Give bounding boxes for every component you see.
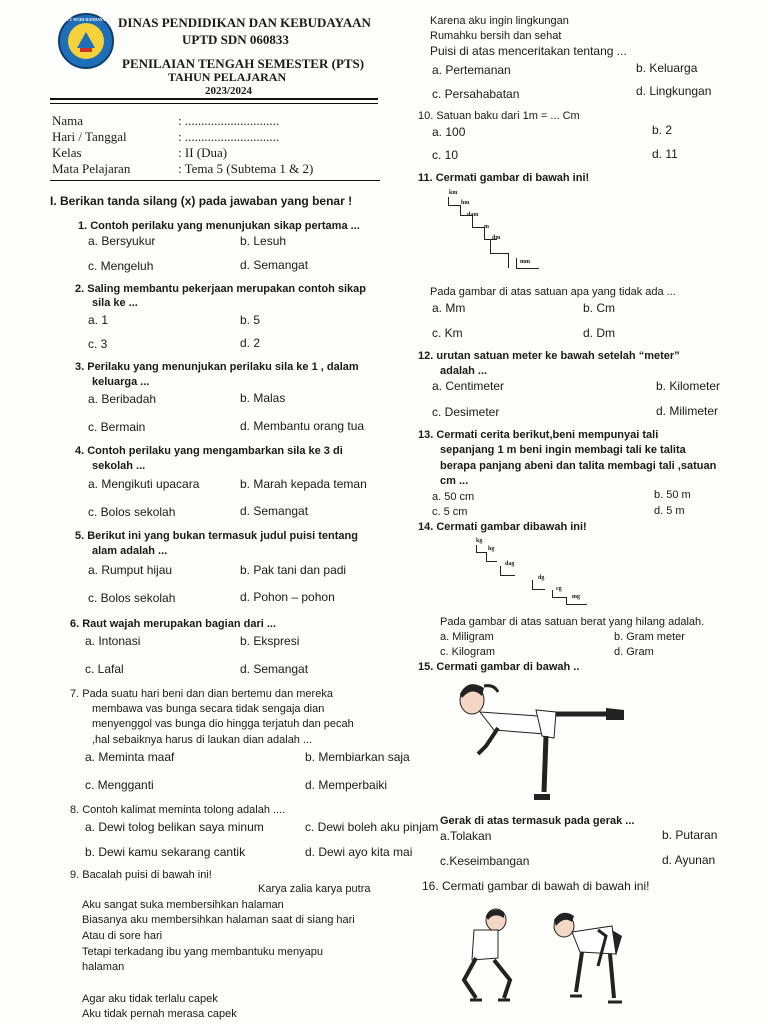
option-d[interactable]: d. 5 m (654, 505, 685, 517)
option-b[interactable]: b. Dewi kamu sekarang cantik (85, 845, 246, 859)
option-b[interactable]: b. Gram meter (614, 631, 685, 643)
option-b[interactable]: b. Membiarkan saja (305, 750, 410, 764)
option-a[interactable]: a. Dewi tolog belikan saya minum (85, 820, 264, 834)
option-a[interactable]: a. Intonasi (85, 634, 141, 648)
stair-step (486, 552, 497, 562)
question-text-cont: Pada gambar di atas satuan apa yang tidak ada ... (430, 286, 676, 298)
option-a[interactable]: a. 50 cm (432, 491, 475, 503)
question-text-cont: keluarga ... (92, 376, 150, 388)
identity-label: Hari / Tanggal (52, 129, 127, 144)
question-text: 5. Berikut ini yang bukan termasuk judul puisi tentang (75, 530, 358, 542)
stair-step (532, 580, 545, 590)
option-d[interactable]: d. Memperbaiki (305, 778, 388, 792)
poem-title: Karya zalia karya putra (258, 883, 371, 895)
option-b[interactable]: b. Cm (583, 301, 616, 315)
option-d[interactable]: d. Semangat (240, 504, 309, 518)
option-b[interactable]: b. Pak tani dan padi (240, 563, 347, 577)
identity-rule (50, 180, 380, 181)
stair-label: cg (556, 586, 562, 592)
question-text: 1. Contoh perilaku yang menunjukan sikap pertama ... (78, 220, 360, 232)
option-c[interactable]: c. 3 (88, 337, 108, 351)
question-text-cont: cm ... (440, 475, 469, 487)
option-d[interactable]: d. Pohon – pohon (240, 590, 335, 604)
option-c[interactable]: c. Mengeluh (88, 259, 154, 273)
question-text: 6. Raut wajah merupakan bagian dari ... (70, 618, 277, 630)
option-d[interactable]: d. Semangat (240, 662, 309, 676)
header-rule-bottom (50, 103, 378, 104)
option-a[interactable]: a. Meminta maaf (85, 750, 175, 764)
squat-pose-illustration (446, 906, 526, 1010)
identity-value: : Tema 5 (Subtema 1 & 2) (178, 161, 314, 176)
stair-label: km (449, 190, 458, 196)
option-b[interactable]: b. Keluarga (636, 61, 698, 75)
poem-line: Aku sangat suka membersihkan halaman (82, 899, 284, 911)
option-c[interactable]: c. Lafal (85, 662, 124, 676)
option-a[interactable]: a. Pertemanan (432, 63, 511, 77)
question-text: Puisi di atas menceritakan tentang ... (430, 44, 627, 58)
question-text-cont: adalah ... (440, 365, 488, 377)
question-text-cont: membawa vas bunga secara tidak sengaja dian (92, 703, 325, 715)
stair-label: dg (538, 575, 545, 581)
option-d[interactable]: d. Membantu orang tua (240, 419, 365, 433)
question-text: 2. Saling membantu pekerjaan merupakan contoh sikap (75, 283, 366, 295)
question-text-cont: Pada gambar di atas satuan berat yang hilang adalah. (440, 616, 705, 628)
question-text: 3. Perilaku yang menunjukan perilaku sila ke 1 , dalam (75, 361, 359, 373)
option-b[interactable]: b. 5 (240, 313, 261, 327)
option-d[interactable]: d. Semangat (240, 258, 309, 272)
header-line1: DINAS PENDIDIKAN DAN KEBUDAYAAN (118, 15, 371, 30)
question-text-cont: berapa panjang abeni dan talita membagi tali ,satuan (440, 460, 717, 472)
question-text: 7. Pada suatu hari beni dan dian bertemu dan mereka (70, 688, 333, 700)
option-d[interactable]: d. Milimeter (656, 404, 719, 418)
identity-label: Kelas (52, 145, 82, 160)
option-c[interactable]: c. Bermain (88, 420, 146, 434)
poem-line: Rumahku bersih dan sehat (430, 30, 562, 42)
header-line4: TAHUN PELAJARAN (168, 70, 287, 84)
option-a[interactable]: a. Beribadah (88, 392, 157, 406)
option-d[interactable]: d. Gram (614, 646, 654, 658)
option-a[interactable]: a.Tolakan (440, 829, 492, 843)
question-text-cont: sila ke ... (92, 297, 138, 309)
section-title: I. Berikan tanda silang (x) pada jawaban yang benar ! (50, 194, 353, 208)
option-d[interactable]: d. 11 (652, 147, 678, 161)
question-text: 12. urutan satuan meter ke bawah setelah “meter” (418, 350, 680, 362)
question-text-cont: Gerak di atas termasuk pada gerak ... (440, 815, 635, 827)
option-b[interactable]: b. 50 m (654, 489, 691, 501)
question-text-cont: ,hal sebaiknya harus di laukan dian adalah ... (92, 734, 313, 746)
option-a[interactable]: a. Bersyukur (88, 234, 156, 248)
question-text: 9. Bacalah puisi di bawah ini! (70, 869, 212, 881)
option-c[interactable]: c. Dewi boleh aku pinjam (305, 820, 439, 834)
option-a[interactable]: a. Miligram (440, 631, 494, 643)
question-text: 10. Satuan baku dari 1m = ... Cm (418, 110, 580, 122)
header-rule-top (50, 98, 378, 100)
identity-value[interactable]: : ............................. (178, 129, 280, 144)
poem-line: Agar aku tidak terlalu capek (82, 993, 218, 1005)
stair-label: dam (467, 212, 479, 218)
question-text: 13. Cermati cerita berikut,beni mempunyai tali (418, 429, 659, 441)
option-c[interactable]: c. Bolos sekolah (88, 505, 176, 519)
option-c[interactable]: c. Kilogram (440, 646, 496, 658)
question-text: 15. Cermati gambar di bawah .. (418, 661, 580, 673)
option-b[interactable]: b. Lesuh (240, 234, 287, 248)
stair-label: hg (488, 546, 495, 552)
option-a[interactable]: a. Mengikuti upacara (88, 477, 200, 491)
bend-pose-illustration (540, 906, 640, 1010)
option-c[interactable]: c.Keseimbangan (440, 854, 530, 868)
stair-label: dm (492, 235, 501, 241)
option-b[interactable]: b. Kilometer (656, 379, 721, 393)
identity-label: Nama (52, 113, 84, 128)
question-text-cont: sepanjang 1 m beni ingin membagi tali ke talita (440, 444, 686, 456)
logo-text: TUT WURI HANDAYANI (64, 17, 110, 22)
question-text: 16. Cermati gambar di bawah di bawah ini! (422, 879, 650, 893)
option-b[interactable]: b. Marah kepada teman (240, 477, 367, 491)
stair-step (500, 566, 515, 576)
option-c[interactable]: c. Mengganti (85, 778, 154, 792)
stair-label: hm (461, 200, 470, 206)
stair-label: mm (520, 259, 530, 265)
identity-value[interactable]: : ............................. (178, 113, 280, 128)
option-d[interactable]: d. Dm (583, 326, 616, 340)
poem-line: Atau di sore hari (82, 930, 163, 942)
option-c[interactable]: c. Bolos sekolah (88, 591, 176, 605)
option-b[interactable]: b. 2 (652, 123, 673, 137)
option-b[interactable]: b. Ekspresi (240, 634, 300, 648)
poem-line: Tetapi terkadang ibu yang membantuku menyapu (82, 946, 323, 958)
option-c[interactable]: c. 10 (432, 148, 459, 162)
stair-label: m (484, 224, 489, 230)
poem-line: halaman (82, 961, 125, 973)
option-c[interactable]: c. 5 cm (432, 506, 468, 518)
identity-value: : II (Dua) (178, 145, 228, 160)
header-line5: 2023/2024 (205, 85, 253, 97)
question-text-cont: menyenggol vas bunga dio hingga terjatuh dan pecah (92, 718, 354, 730)
option-b[interactable]: b. Malas (240, 391, 286, 405)
stair-step (508, 253, 509, 268)
stair-step (490, 239, 509, 254)
option-b[interactable]: b. Putaran (662, 828, 718, 842)
balance-pose-illustration (438, 672, 638, 822)
header-line3: PENILAIAN TENGAH SEMESTER (PTS) (122, 56, 365, 71)
option-a[interactable]: a. Mm (432, 301, 466, 315)
option-a[interactable]: a. Rumput hijau (88, 563, 173, 577)
stair-label: dag (505, 561, 515, 567)
question-text-cont: alam adalah ... (92, 545, 168, 557)
option-c[interactable]: c. Persahabatan (432, 87, 520, 101)
question-text: 8. Contoh kalimat meminta tolong adalah .... (70, 804, 286, 816)
header-line2: UPTD SDN 060833 (182, 32, 289, 47)
option-d[interactable]: d. Lingkungan (636, 84, 712, 98)
poem-line: Karena aku ingin lingkungan (430, 15, 569, 27)
poem-line: Biasanya aku membersihkan halaman saat di siang hari (82, 914, 355, 926)
option-a[interactable]: a. 1 (88, 313, 109, 327)
option-c[interactable]: c. Km (432, 326, 463, 340)
question-text-cont: sekolah ... (92, 460, 146, 472)
stair-label: mg (572, 594, 580, 600)
option-a[interactable]: a. 100 (432, 125, 466, 139)
option-d[interactable]: d. Ayunan (662, 853, 716, 867)
question-text: 4. Contoh perilaku yang mengambarkan sila ke 3 di (75, 445, 343, 457)
stair-label: kg (476, 538, 483, 544)
question-text: 11. Cermati gambar di bawah ini! (418, 172, 590, 184)
option-d[interactable]: d. 2 (240, 336, 261, 350)
option-d[interactable]: d. Dewi ayo kita mai (305, 845, 413, 859)
poem-line: Aku tidak pernah merasa capek (82, 1008, 237, 1020)
option-a[interactable]: a. Centimeter (432, 379, 505, 393)
question-text: 14. Cermati gambar dibawah ini! (418, 521, 587, 533)
identity-label: Mata Pelajaran (52, 161, 131, 176)
option-c[interactable]: c. Desimeter (432, 405, 500, 419)
